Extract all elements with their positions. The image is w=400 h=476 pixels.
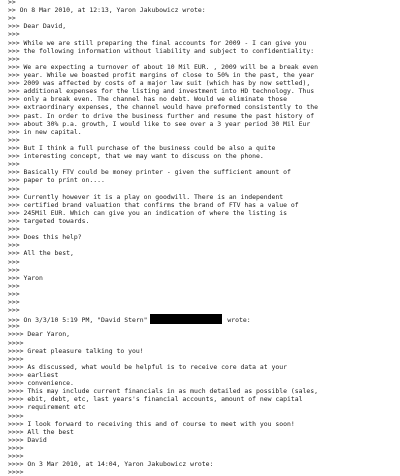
text-line: >>>: [8, 298, 20, 307]
text-line: >>>: [8, 54, 20, 63]
line-prefix: >>> On 3/3/10 5:19 PM, "David Stern": [8, 316, 148, 325]
text-line: >>>> earliest: [8, 371, 59, 380]
text-line: >>> year. While we boasted profit margins of close to 50% in the past, the year: [8, 70, 315, 79]
text-line: >>> 245Mil EUR. Which can give you an indication of where the listing is: [8, 208, 288, 217]
text-line: >>> targeted towards.: [8, 216, 90, 225]
text-line: >>> Yaron: [8, 273, 43, 282]
text-line: >>> paper to print on....: [8, 176, 105, 185]
text-line: >>> Dear David,: [8, 22, 67, 31]
text-line: >>> Does this help?: [8, 233, 82, 242]
text-line: >>>> All the best: [8, 427, 74, 436]
text-line: >>> interesting concept, that we may want to discuss on the phone.: [8, 152, 264, 161]
text-line: >>> We are expecting a turnover of about 10 Mil EUR. , 2009 will be a break even: [8, 62, 319, 71]
text-line: >>> While we are still preparing the final accounts for 2009 - I can give you: [8, 38, 307, 47]
text-line: >>>: [8, 241, 20, 250]
text-line: >>>: [8, 306, 20, 315]
text-line: >>>> I look forward to receiving this and of course to meet with you soon!: [8, 419, 295, 428]
text-line: >>>>: [8, 411, 24, 420]
text-line: >>> extraordinary expenses, the channel would have preformed consistently to the: [8, 103, 319, 112]
text-line: >>> Currently however it is a play on goodwill. There is an independent: [8, 192, 284, 201]
text-line: >>> certified brand valuation that confirms the brand of FTV has a value of: [8, 200, 299, 209]
text-line: >>>: [8, 184, 20, 193]
text-line: >>> in new capital.: [8, 127, 82, 136]
text-line: >>>>: [8, 338, 24, 347]
text-line: >>> Basically FTV could be money printer - given the sufficient amount of: [8, 168, 291, 177]
text-line: >>>> David: [8, 435, 47, 444]
text-line: >>>> convenience.: [8, 379, 74, 388]
text-line: >>> only a break even. The channel has no debt. Would we eliminate those: [8, 95, 288, 104]
text-line: >>>>: [8, 452, 24, 461]
text-line: >>>> This may include current financials in as much detailed as possible (sales,: [8, 387, 319, 396]
text-line: >>>> On 3 Mar 2010, at 14:04, Yaron Jakubowicz wrote:: [8, 460, 214, 469]
text-line: >>>>: [8, 354, 24, 363]
text-line: >>>: [8, 225, 20, 234]
text-line: >>>: [8, 281, 20, 290]
text-line: >>>: [8, 160, 20, 169]
text-line: >>> about 30% p.a. growth, I would like to see over a 3 year period 30 Mil Eur: [8, 119, 311, 128]
text-line: >>>: [8, 257, 20, 266]
text-line: >>>> As discussed, what would be helpful is to receive core data at your: [8, 362, 288, 371]
text-line: >>>> Great pleasure talking to you!: [8, 346, 144, 355]
text-line: >>: [8, 0, 16, 6]
email-quoted-thread: [8, 0, 396, 476]
text-line: >>>: [8, 265, 20, 274]
text-line: >>>> Dear Yaron,: [8, 330, 71, 339]
text-line: >>> the following information without liability and subject to confidentiality:: [8, 46, 315, 55]
text-line: >>>>: [8, 468, 24, 476]
text-line: >>>: [8, 322, 20, 331]
redaction-bar: [150, 314, 222, 324]
text-line: >>>> ebit, debt, etc, last years's financial accounts, amount of new capital: [8, 395, 303, 404]
text-line: >>> past. In order to drive the business further and resume the past history of: [8, 111, 315, 120]
text-line: >>> But I think a full purchase of the business could be also a quite: [8, 143, 276, 152]
text-line: >>> additional expenses for the listing and investment into HD technology. Thus: [8, 87, 315, 96]
line-suffix: wrote:: [223, 316, 251, 325]
text-line: >>>: [8, 135, 20, 144]
text-line: >>> All the best,: [8, 249, 74, 258]
text-line: >>: [8, 14, 16, 23]
text-line: >>>> requirement etc: [8, 403, 86, 412]
text-line: >>>>: [8, 444, 24, 453]
text-line: >> On 8 Mar 2010, at 12:13, Yaron Jakubowicz wrote:: [8, 6, 206, 15]
text-line: >>>: [8, 289, 20, 298]
redacted-header-line: [8, 314, 396, 325]
text-line: >>> 2009 was affected by costs of a major law suit (which has by now settled),: [8, 79, 311, 88]
text-line: >>>: [8, 30, 20, 39]
